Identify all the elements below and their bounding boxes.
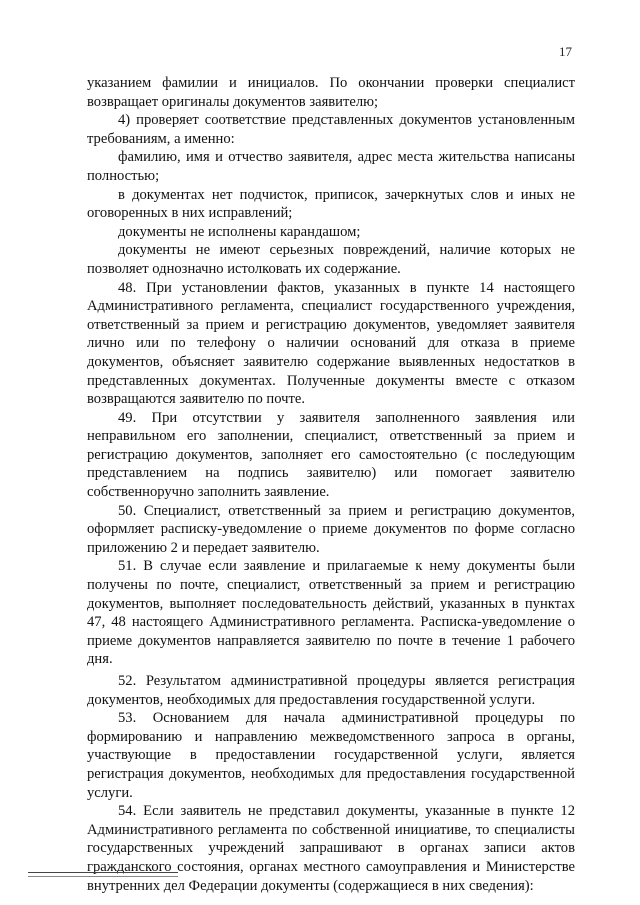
paragraph-item-4: 4) проверяет соответствие представленных документов установленным требованиям, а именно:	[87, 112, 575, 147]
paragraph-54: 54. Если заявитель не представил документы, указанные в пункте 12 Административного регламента по собственной инициативе, то специалисты государственных учреждений запрашивают в органах записи актов гражданского состояния, органах местного самоуправления и Министерстве внутренних дел Федерации документы (содержащиеся в них сведения):	[87, 803, 575, 894]
paragraph-51: 51. В случае если заявление и прилагаемые к нему документы были получены по почте, специалист, ответственный за прием и регистрацию документов, выполняет последовательность действий, указанных в пунктах 47, 48 настоящего Административного регламента. Расписка-уведомление о приеме документов направляется заявителю по почте в течение 1 рабочего дня.	[87, 558, 575, 668]
footer-rule	[28, 872, 178, 873]
paragraph-continuation: указанием фамилии и инициалов. По окончании проверки специалист возвращает оригиналы документов заявителю;	[87, 75, 575, 110]
paragraph-50: 50. Специалист, ответственный за прием и регистрацию документов, оформляет расписку-уведомление о приеме документов по форме согласно приложению 2 и передает заявителю.	[87, 502, 575, 556]
paragraph-48: 48. При установлении фактов, указанных в пункте 14 настоящего Административного регламента, специалист государственного учреждения, ответственный за прием и регистрацию документов, уведомляет заявителя лично или по телефону о наличии оснований для отказа в приеме документов, объясняет заявителю содержание выявленных недостатков в представленных документах. Полученные документы вместе с отказом возвращаются заявителю по почте.	[87, 279, 575, 408]
paragraph-requirement-name: фамилию, имя и отчество заявителя, адрес места жительства написаны полностью;	[87, 149, 575, 184]
body-text	[87, 74, 575, 895]
paragraph-52: 52. Результатом административной процедуры является регистрация документов, необходимых для предоставления государственной услуги.	[87, 673, 575, 708]
paragraph-requirement-no-pencil: документы не исполнены карандашом;	[118, 223, 361, 240]
paragraph-requirement-no-erasures: в документах нет подчисток, приписок, зачеркнутых слов и иных не оговоренных в них исправлений;	[87, 186, 575, 222]
page-number: 17	[559, 44, 572, 59]
footer-rule-secondary	[28, 876, 178, 877]
paragraph-49: 49. При отсутствии у заявителя заполненного заявления или неправильном его заполнении, специалист, ответственный за прием и регистрацию документов, заполняет его самостоятельно (с последующим представлением на подпись заявителю) или помогает заявителю собственноручно заполнить заявление.	[87, 409, 575, 501]
paragraph-requirement-no-damage: документы не имеют серьезных повреждений, наличие которых не позволяет однозначно истолковать их содержание.	[87, 242, 575, 277]
paragraph-53: 53. Основанием для начала административной процедуры по формированию и направлению межведомственного запроса в органы, участвующие в предоставлении государственной услуги, является регистрация документов, необходимых для предоставления государственной услуги.	[87, 710, 575, 801]
